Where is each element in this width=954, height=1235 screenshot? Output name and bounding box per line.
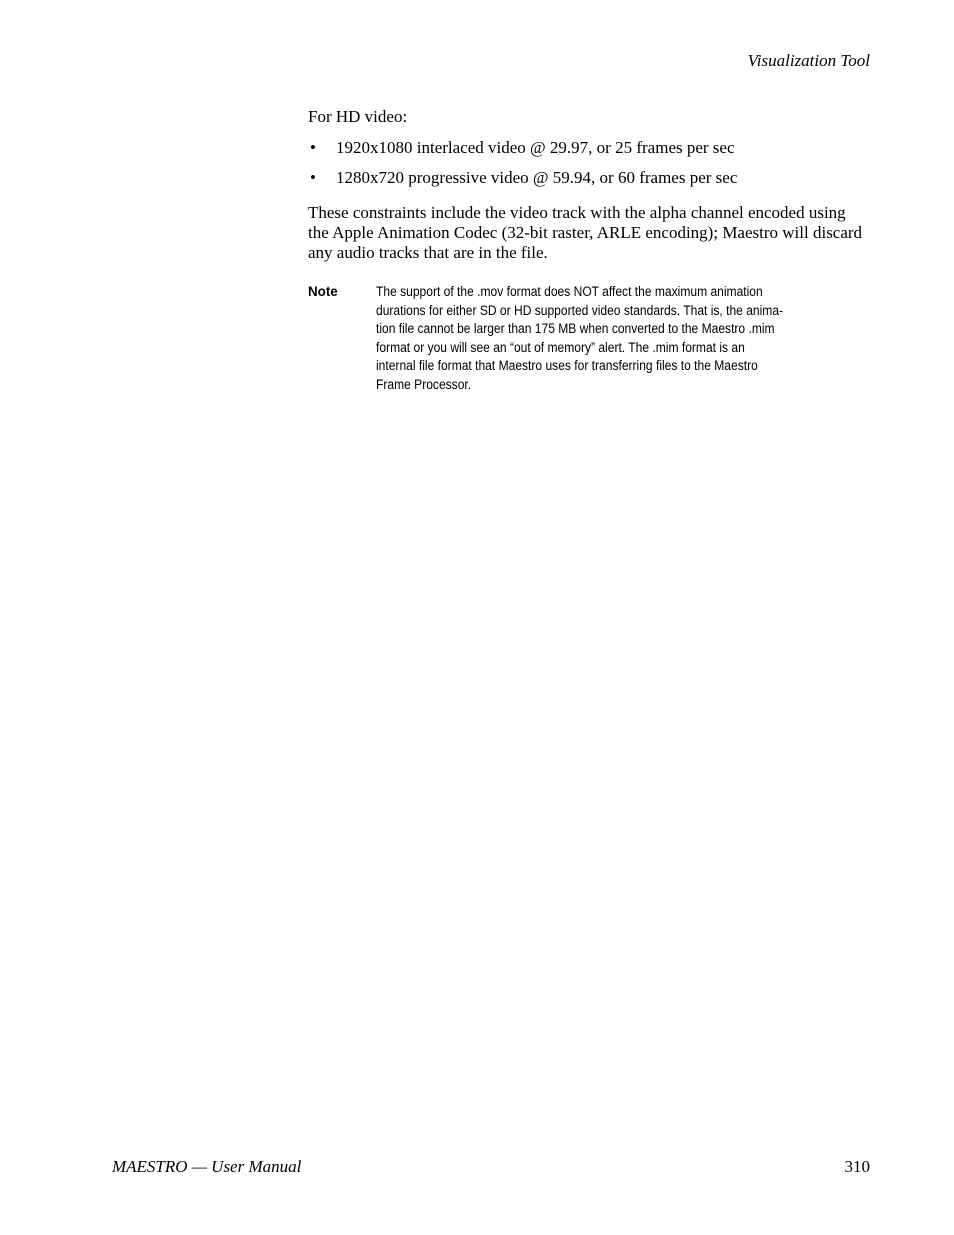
note-line: The support of the .mov format does NOT affect the maximum animation: [376, 284, 763, 299]
running-header: Visualization Tool: [747, 51, 870, 70]
body-paragraph: These constraints include the video track with the alpha channel encoded using the Apple Animation Codec (32-bit raster, ARLE encoding); Maestro will discard any audio tracks that are in the file.: [308, 203, 863, 262]
bullet-icon: •: [310, 168, 316, 187]
note-line: durations for either SD or HD supported video standards. That is, the anima-: [376, 302, 784, 318]
list-item: [308, 137, 870, 159]
list-item: [308, 167, 870, 189]
note-line: tion file cannot be larger than 175 MB when converted to the Maestro .mim: [376, 321, 775, 337]
note-line: format or you will see an “out of memory” alert. The .mim format is an: [376, 339, 745, 355]
bullet-icon: •: [310, 138, 316, 157]
note-line: Frame Processor.: [376, 376, 472, 392]
note-line: internal file format that Maestro uses for transferring files to the Maestro: [376, 358, 758, 374]
list-item-text: 1920x1080 interlaced video @ 29.97, or 25 frames per sec: [336, 138, 735, 157]
bullet-list: [308, 137, 870, 189]
lead-line: For HD video:: [308, 107, 408, 126]
footer-manual-title: MAESTRO — User Manual: [112, 1157, 302, 1176]
note-label: Note: [308, 284, 338, 299]
note-block: [308, 283, 870, 395]
page-content: [308, 106, 870, 395]
list-item-text: 1280x720 progressive video @ 59.94, or 60 frames per sec: [336, 168, 738, 187]
footer-page-number: 310: [844, 1157, 870, 1176]
note-text: [376, 283, 851, 395]
